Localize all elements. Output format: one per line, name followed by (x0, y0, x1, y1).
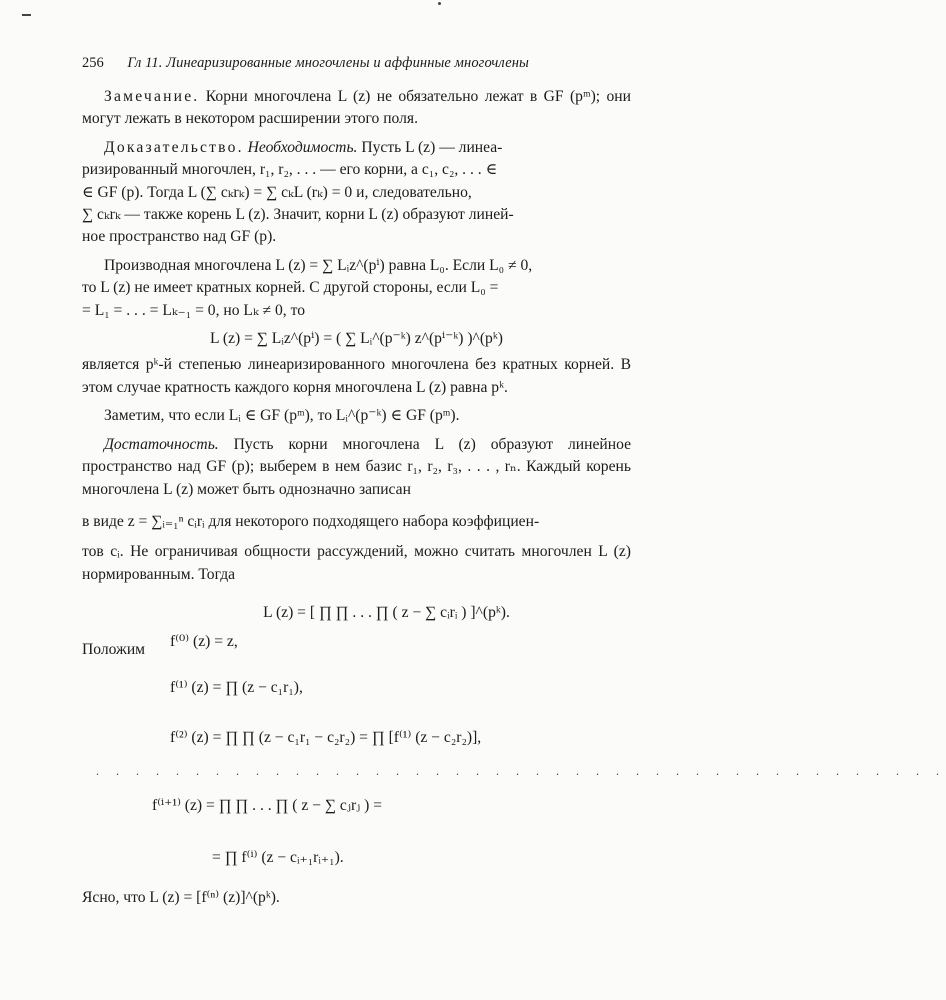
formula-power: L (z) = ∑ Lᵢz^(pⁱ) = ( ∑ Lᵢ^(p⁻ᵏ) z^(pⁱ⁻ᵏ) )^(pᵏ) (210, 330, 503, 348)
remark-paragraph (82, 86, 631, 131)
necessity-line-3: ∈ GF (p). Тогда L (∑ cₖrₖ) = ∑ cₖL (rₖ) = 0 и, следовательно, (82, 183, 472, 201)
necessity-label: Необходимость. (243, 138, 358, 156)
page-header (82, 55, 622, 72)
derivative-paragraph (82, 255, 631, 322)
derivative-line-3: = L₁ = . . . = Lₖ₋₁ = 0, но Lₖ ≠ 0, то (82, 301, 306, 319)
formula-f0: f⁽⁰⁾ (z) = z, (170, 633, 238, 650)
proof-label: Доказательство. (104, 138, 244, 156)
formula-f-next-a: f⁽ⁱ⁺¹⁾ (z) = ∏ ∏ . . . ∏ ( z − ∑ cⱼrⱼ ) = (152, 797, 383, 814)
let-label: Положим (82, 640, 146, 658)
necessity-line-4: ∑ cₖrₖ — также корень L (z). Значит, корни L (z) образуют линей- (82, 206, 514, 224)
normalized-paragraph: тов cᵢ. Не ограничивая общности рассуждений, можно считать многочлен L (z) нормированным. Тогда (82, 543, 631, 583)
remark-text: Корни многочлена L (z) не обязательно лежат в GF (pᵐ); они могут лежать в некотором расширении этого поля. (82, 88, 631, 128)
conclusion-line: Ясно, что L (z) = [f⁽ⁿ⁾ (z)]^(pᵏ). (82, 889, 280, 906)
power-paragraph: является pᵏ-й степенью линеаризированного многочлена без кратных корней. В этом случае кратность каждого корня многочлена L (z) равна pᵏ. (82, 356, 631, 396)
derivative-line-1: Производная многочлена L (z) = ∑ Lᵢz^(pⁱ) равна L₀. Если L₀ ≠ 0, (104, 256, 533, 274)
sufficiency-label: Достаточность. (104, 435, 219, 453)
page-body (82, 86, 631, 661)
page-number: 256 (82, 55, 104, 71)
formula-product: L (z) = [ ∏ ∏ . . . ∏ ( z − ∑ cᵢrᵢ ) ]^(pᵏ). (263, 604, 510, 622)
sufficiency-paragraph (82, 434, 631, 501)
proof-necessity-paragraph (82, 137, 631, 249)
formula-f-next-b: = ∏ f⁽ⁱ⁾ (z − cᵢ₊₁rᵢ₊₁). (212, 849, 344, 866)
necessity-line-5: ное пространство над GF (p). (82, 228, 277, 246)
basis-line: в виде z = ∑ᵢ₌₁ⁿ cᵢrᵢ для некоторого подходящего набора коэффициен- (82, 512, 540, 530)
remark-label: Замечание. (104, 88, 200, 105)
formula-f2: f⁽²⁾ (z) = ∏ ∏ (z − c₁r₁ − c₂r₂) = ∏ [f⁽¹⁾ (z − c₂r₂)], (170, 729, 482, 746)
dots-row: . . . . . . . . . . . . . . . . . . . . . . . . . . . . . . . . . . . . . . . . . . . (96, 764, 946, 778)
derivative-line-2: то L (z) не имеет кратных корней. С другой стороны, если L₀ = (82, 279, 499, 297)
corner-mark (22, 14, 31, 16)
note-paragraph: Заметим, что если Lᵢ ∈ GF (pᵐ), то Lᵢ^(p⁻ᵏ) ∈ GF (pᵐ). (104, 407, 460, 425)
formula-f1: f⁽¹⁾ (z) = ∏ (z − c₁r₁), (170, 679, 303, 696)
ink-dot (438, 2, 441, 5)
necessity-line-1: Пусть L (z) — линеа- (357, 138, 503, 156)
running-title: Гл 11. Линеаризированные многочлены и аффинные многочлены (127, 55, 529, 71)
sufficiency-text: Пусть корни многочлена L (z) образуют линейное пространство над GF (p); выберем в нем базис r₁, r₂, r₃, . . . , rₙ. Каждый корень многочлена L (z) может быть однозначно записан (82, 435, 631, 498)
necessity-line-2: ризированный многочлен, r₁, r₂, . . . — его корни, а c₁, c₂, . . . ∈ (82, 161, 498, 179)
